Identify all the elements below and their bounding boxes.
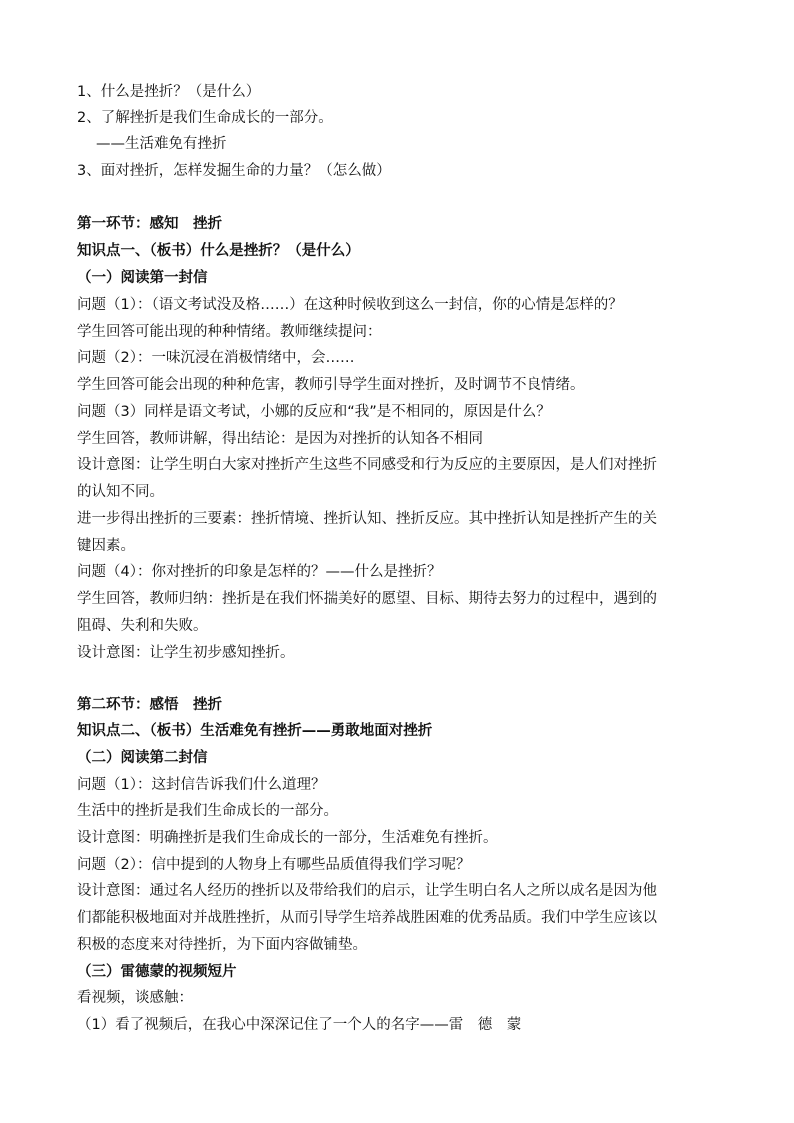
section1-line: 进一步得出挫折的三要素：挫折情境、挫折认知、挫折反应。其中挫折认知是挫折产生的关 bbox=[77, 511, 657, 527]
section2-line: 积极的态度来对待挫折，为下面内容做铺垫。 bbox=[77, 937, 367, 953]
section1-line: 问题（1）：（语文考试没及格……）在这种时候收到这么一封信，你的心情是怎样的？ bbox=[77, 297, 623, 313]
section1-line: 阻碍、失利和失败。 bbox=[77, 618, 208, 634]
intro-item-1: 1、什么是挫折？（是什么） bbox=[77, 84, 261, 100]
section1-line: 学生回答可能会出现的种种危害，教师引导学生面对挫折，及时调节不良情绪。 bbox=[77, 377, 585, 393]
section2-video-line: 看视频，谈感触： bbox=[77, 990, 193, 1006]
intro-item-3: 3、面对挫折，怎样发掘生命的力量？（怎么做） bbox=[77, 163, 391, 179]
section2-subheading: （二）阅读第二封信 bbox=[77, 750, 208, 766]
section1-knowledge-point: 知识点一、（板书）什么是挫折？（是什么） bbox=[77, 243, 360, 259]
intro-item-2-sub: ——生活难免有挫折 bbox=[96, 136, 227, 152]
section2-line: 生活中的挫折是我们生命成长的一部分。 bbox=[77, 803, 338, 819]
section1-line: 学生回答，教师归纳：挫折是在我们怀揣美好的愿望、目标、期待去努力的过程中，遇到的 bbox=[77, 591, 657, 607]
section2-line: 问题（2）：信中提到的人物身上有哪些品质值得我们学习呢？ bbox=[77, 857, 471, 873]
section2-line: 设计意图：通过名人经历的挫折以及带给我们的启示，让学生明白名人之所以成名是因为他 bbox=[77, 883, 657, 899]
section1-line: 设计意图：让学生初步感知挫折。 bbox=[77, 645, 295, 661]
intro-item-2: 2、了解挫折是我们生命成长的一部分。 bbox=[77, 110, 333, 126]
section1-line: 问题（2）：一味沉浸在消极情绪中，会…… bbox=[77, 350, 355, 366]
section2-subheading-video: （三）雷德蒙的视频短片 bbox=[77, 964, 237, 980]
section2-line: 们都能积极地面对并战胜挫折，从而引导学生培养战胜困难的优秀品质。我们中学生应该以 bbox=[77, 910, 657, 926]
section2-line: 设计意图：明确挫折是我们生命成长的一部分，生活难免有挫折。 bbox=[77, 830, 498, 846]
section2-line: 问题（1）：这封信告诉我们什么道理？ bbox=[77, 777, 326, 793]
section2-knowledge-point: 知识点二、（板书）生活难免有挫折——勇敢地面对挫折 bbox=[77, 723, 433, 739]
section2-heading: 第二环节：感悟 挫折 bbox=[77, 697, 222, 713]
section1-line: 设计意图：让学生明白大家对挫折产生这些不同感受和行为反应的主要原因，是人们对挫折 bbox=[77, 457, 657, 473]
section1-line: 问题（4）：你对挫折的印象是怎样的？——什么是挫折？ bbox=[77, 564, 442, 580]
section1-line: 键因素。 bbox=[77, 538, 135, 554]
section1-line: 学生回答，教师讲解，得出结论：是因为对挫折的认知各不相同 bbox=[77, 431, 483, 447]
section1-line: 的认知不同。 bbox=[77, 484, 164, 500]
section1-heading: 第一环节：感知 挫折 bbox=[77, 216, 222, 232]
section1-subheading: （一）阅读第一封信 bbox=[77, 270, 208, 286]
section1-line: 问题（3）同样是语文考试，小娜的反应和“我”是不相同的，原因是什么？ bbox=[77, 404, 551, 420]
section1-line: 学生回答可能出现的种种情绪。教师继续提问： bbox=[77, 324, 382, 340]
section2-video-line: （1）看了视频后，在我心中深深记住了一个人的名字——雷 德 蒙 bbox=[77, 1017, 522, 1033]
